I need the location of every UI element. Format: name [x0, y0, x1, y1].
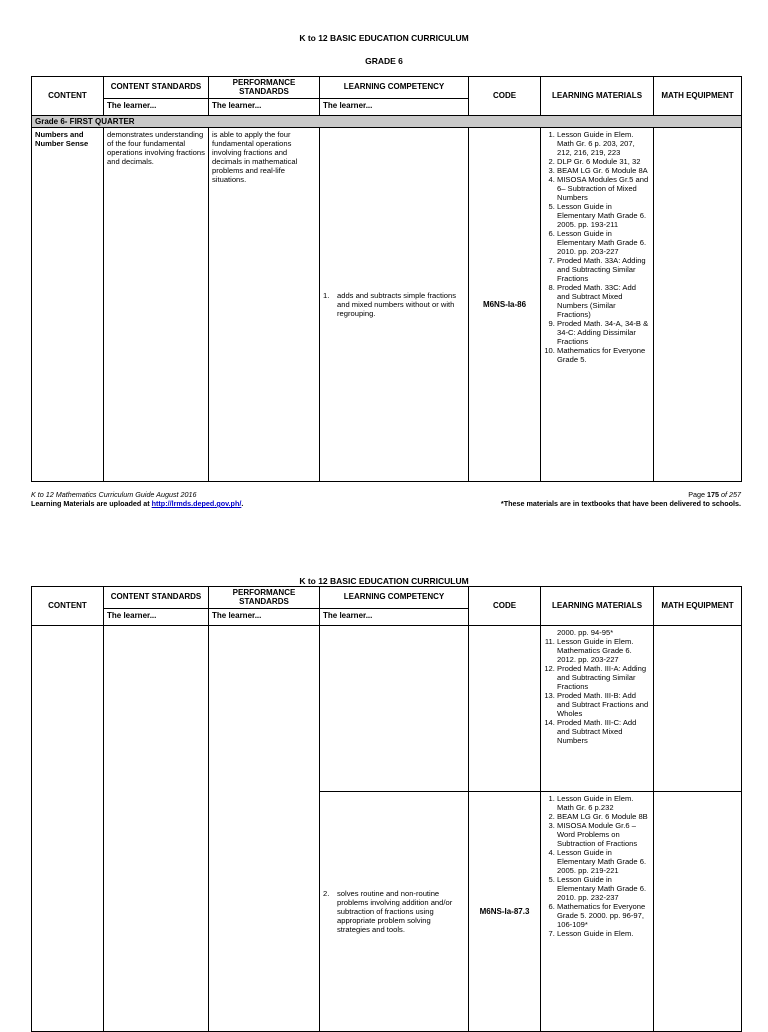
code-cell: M6NS-Ia-86	[469, 128, 541, 482]
competency-cell	[320, 128, 469, 482]
material-item: 5. Lesson Guide in Elementary Math Grade 6. 2010. pp. 232-237	[557, 875, 650, 902]
page1-grade: GRADE 6	[365, 56, 403, 66]
material-item: 3. MISOSA Module Gr.6 –Word Problems on Subtraction of Fractions	[557, 821, 650, 848]
header-content-standards: CONTENT STANDARDS	[104, 77, 209, 99]
materials-cell	[541, 626, 654, 792]
material-item: 7. Proded Math. 33A: Adding and Subtracting Similar Fractions	[557, 256, 650, 283]
learner-label: The learner...	[320, 609, 469, 626]
guide-label: K to 12 Mathematics Curriculum Guide August 2016	[31, 490, 197, 499]
content-cell	[32, 626, 104, 1032]
equipment-cell	[654, 626, 742, 792]
material-item: 2. BEAM LG Gr. 6 Module 8B	[557, 812, 650, 821]
header-performance-standards: PERFORMANCE STANDARDS	[209, 77, 320, 99]
material-item: 12. Proded Math. III-A: Adding and Subtracting Similar Fractions	[557, 664, 650, 691]
material-item: 6. Lesson Guide in Elementary Math Grade 6. 2010. pp. 203-227	[557, 229, 650, 256]
material-item: 6. Mathematics for Everyone Grade 5. 2000. pp. 96-97, 106-109*	[557, 902, 650, 929]
learner-label: The learner...	[320, 99, 469, 116]
competency-text: solves routine and non-routine problems involving addition and/or subtraction of fractions using appropriate problem solving strategies and tools.	[337, 889, 453, 934]
material-item: 13. Proded Math. III-B: Add and Subtract Fractions and Wholes	[557, 691, 650, 718]
learner-label: The learner...	[104, 609, 209, 626]
learner-label: The learner...	[209, 99, 320, 116]
material-item: 7. Lesson Guide in Elem.	[557, 929, 650, 938]
header-learning-competency: LEARNING COMPETENCY	[320, 587, 469, 609]
material-item: 2. DLP Gr. 6 Module 31, 32	[557, 157, 650, 166]
material-item: 3. BEAM LG Gr. 6 Module 8A	[557, 166, 650, 175]
page-suffix: of 257	[719, 490, 741, 499]
material-item: 14. Proded Math. III-C: Add and Subtract Mixed Numbers	[557, 718, 650, 745]
material-item: 11. Lesson Guide in Elem. Mathematics Grade 6. 2012. pp. 203-227	[557, 637, 650, 664]
competency-cell	[320, 792, 469, 1032]
quarter-label: Grade 6- FIRST QUARTER	[32, 116, 742, 128]
header-math-equipment: MATH EQUIPMENT	[654, 77, 742, 116]
header-math-equipment: MATH EQUIPMENT	[654, 587, 742, 626]
learner-label: The learner...	[209, 609, 320, 626]
content-cell: Numbers and Number Sense	[32, 128, 104, 482]
header-learning-competency: LEARNING COMPETENCY	[320, 77, 469, 99]
header-learning-materials: LEARNING MATERIALS	[541, 77, 654, 116]
uploaded-label: Learning Materials are uploaded at	[31, 499, 152, 508]
code-cell: M6NS-Ia-87.3	[469, 792, 541, 1032]
curriculum-table-page2	[31, 586, 742, 1032]
material-continuation: 2000. pp. 94-95*	[557, 628, 614, 637]
material-item: 8. Proded Math. 33C: Add and Subtract Mixed Numbers (Similar Fractions)	[557, 283, 650, 319]
competency-number: 2.	[323, 889, 330, 898]
learner-label: The learner...	[104, 99, 209, 116]
header-content: CONTENT	[32, 587, 104, 626]
material-item: 9. Proded Math. 34-A, 34-B & 34-C: Adding Dissimilar Fractions	[557, 319, 650, 346]
page-number: 175	[707, 490, 720, 499]
header-learning-materials: LEARNING MATERIALS	[541, 587, 654, 626]
material-item: 5. Lesson Guide in Elementary Math Grade 6. 2005. pp. 193-211	[557, 202, 650, 229]
header-performance-standards: PERFORMANCE STANDARDS	[209, 587, 320, 609]
header-content: CONTENT	[32, 77, 104, 116]
textbook-note: *These materials are in textbooks that have been delivered to schools.	[500, 499, 741, 508]
material-item: 1. Lesson Guide in Elem. Math Gr. 6 p. 203, 207, 212, 216, 219, 223	[557, 130, 650, 157]
lrmds-link[interactable]: http://lrmds.deped.gov.ph/	[151, 499, 242, 508]
code-cell	[469, 626, 541, 792]
material-item: 10. Mathematics for Everyone Grade 5.	[557, 346, 650, 364]
competency-number: 1.	[323, 291, 330, 300]
page-prefix: Page	[688, 490, 708, 499]
page1-title: K to 12 BASIC EDUCATION CURRICULUM	[299, 33, 469, 43]
performance-standard-cell	[209, 626, 320, 1032]
curriculum-table-page1	[31, 76, 742, 482]
material-item: 4. Lesson Guide in Elementary Math Grade 6. 2005. pp. 219-221	[557, 848, 650, 875]
page2-title: K to 12 BASIC EDUCATION CURRICULUM	[299, 576, 469, 586]
material-item: 1. Lesson Guide in Elem. Math Gr. 6 p.232	[557, 794, 650, 812]
competency-text: adds and subtracts simple fractions and mixed numbers without or with regrouping.	[337, 291, 457, 318]
materials-cell	[541, 128, 654, 482]
materials-cell	[541, 792, 654, 1032]
competency-cell	[320, 626, 469, 792]
content-standard-cell: demonstrates understanding of the four fundamental operations involving fractions and decimals.	[104, 128, 209, 482]
equipment-cell	[654, 128, 742, 482]
performance-standard-cell: is able to apply the four fundamental operations involving fractions and decimals in mathematical problems and real-life situations.	[209, 128, 320, 482]
content-standard-cell	[104, 626, 209, 1032]
header-code: CODE	[469, 587, 541, 626]
header-code: CODE	[469, 77, 541, 116]
header-content-standards: CONTENT STANDARDS	[104, 587, 209, 609]
equipment-cell	[654, 792, 742, 1032]
material-item: 4. MISOSA Modules Gr.5 and 6– Subtraction of Mixed Numbers	[557, 175, 650, 202]
